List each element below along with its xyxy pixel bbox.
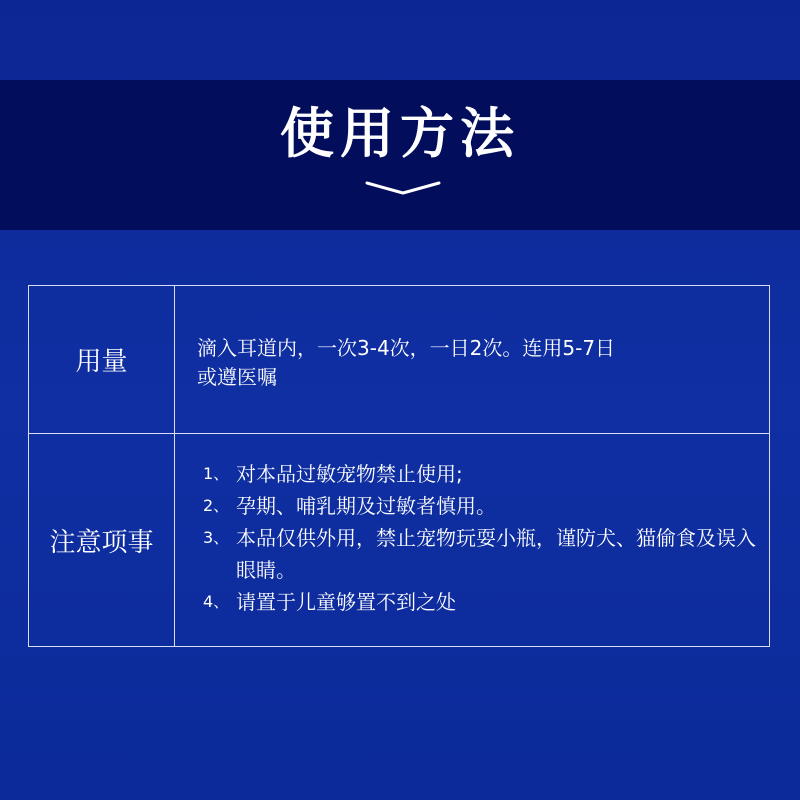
- list-item: [203, 522, 759, 586]
- chevron-down-icon: [365, 180, 441, 196]
- list-item-number: 4、: [203, 592, 230, 611]
- precautions-content: [175, 434, 769, 646]
- list-item-text: 请置于儿童够置不到之处: [236, 590, 456, 614]
- list-item-text: 本品仅供外用，禁止宠物玩耍小瓶，谨防犬、猫偷食及误入眼睛。: [236, 526, 756, 582]
- list-item-text: 孕期、哺乳期及过敏者慎用。: [236, 494, 496, 518]
- list-item: [203, 586, 759, 618]
- precautions-list: [203, 458, 759, 618]
- title-banner: [0, 80, 800, 230]
- list-item-text: 对本品过敏宠物禁止使用;: [236, 462, 463, 486]
- list-item-number: 3、: [203, 528, 230, 547]
- dosage-label: 用量: [29, 286, 175, 433]
- dosage-line: 滴入耳道内，一次3-4次，一日2次。连用5-7日: [197, 336, 616, 360]
- table-row-dosage: [29, 286, 769, 434]
- page-title: 使用方法: [280, 102, 520, 165]
- list-item-number: 1、: [203, 464, 230, 483]
- dosage-line: 或遵医嘱: [197, 365, 277, 389]
- list-item: [203, 458, 759, 490]
- table-row-precautions: [29, 434, 769, 646]
- list-item-number: 2、: [203, 496, 230, 515]
- dosage-content: [175, 286, 769, 433]
- list-item: [203, 490, 759, 522]
- dosage-text: [197, 334, 697, 392]
- precautions-label: 注意项事: [29, 434, 175, 646]
- usage-table: [28, 285, 770, 647]
